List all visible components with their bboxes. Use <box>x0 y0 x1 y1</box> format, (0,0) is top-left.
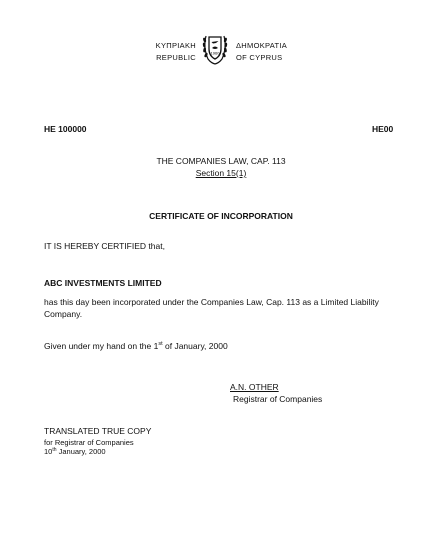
translation-for-line: for Registrar of Companies <box>44 438 134 447</box>
given-suffix: of January, 2000 <box>162 341 228 351</box>
header-left-line1: ΚΥΠΡΙΑΚΗ <box>155 41 196 50</box>
company-name: ABC INVESTMENTS LIMITED <box>44 278 162 288</box>
header-right-line2: OF CYPRUS <box>236 53 283 62</box>
translation-date-suffix: January, 2000 <box>56 447 106 456</box>
header-right-line1: ΔΗΜΟΚΡΑΤΙΑ <box>236 41 288 50</box>
translation-date <box>44 447 106 456</box>
incorporation-statement: has this day been incorporated under the Companies Law, Cap. 113 as a Limited Liability Company. <box>44 297 379 319</box>
given-ordinal: st <box>158 341 163 347</box>
translation-title: TRANSLATED TRUE COPY <box>44 426 152 436</box>
header-right <box>236 40 326 64</box>
translation-date-ordinal: th <box>52 447 57 453</box>
certified-line: IT IS HEREBY CERTIFIED that, <box>44 241 165 251</box>
given-date-line <box>44 341 228 351</box>
translation-date-prefix: 10 <box>44 447 53 456</box>
law-title: THE COMPANIES LAW, CAP. 113 <box>156 156 286 166</box>
signatory-name: A.N. OTHER <box>230 382 279 392</box>
given-prefix: Given under my hand on the 1 <box>44 341 159 351</box>
certificate-title: CERTIFICATE OF INCORPORATION <box>149 211 293 221</box>
reference-code: HE00 <box>372 124 394 134</box>
reference-number: HE 100000 <box>44 124 87 134</box>
header-left <box>120 40 196 64</box>
header-left-line2: REPUBLIC <box>156 53 196 62</box>
svg-text:1960: 1960 <box>210 50 220 56</box>
signatory-role: Registrar of Companies <box>233 394 323 404</box>
cyprus-coat-of-arms-icon <box>200 30 230 68</box>
law-section: Section 15(1) <box>195 168 247 178</box>
